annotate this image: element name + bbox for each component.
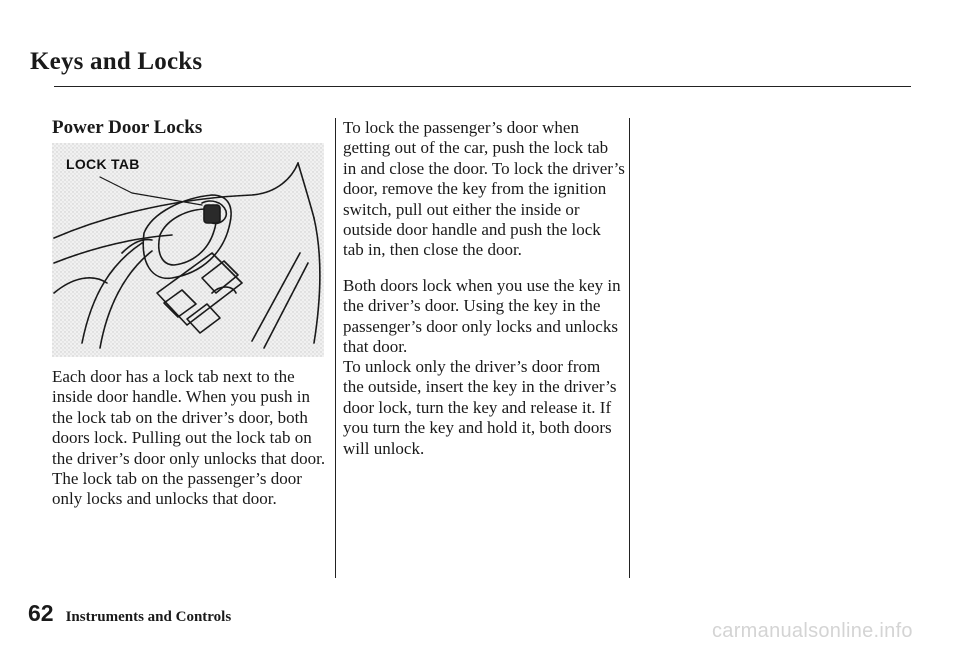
col2-paragraph-1: To lock the passenger’s door when getting out of the car, push the lock tab in and close the door. To lock the driver’s door, remove the key from the ignition switch, pull out either the inside or outside door handle and push the lock tab in, then close the door. — [343, 118, 625, 260]
col2-paragraph-3: To unlock only the driver’s door from the outside, insert the key in the driver’s door lock, turn the key and release it. If you turn the key and hold it, both doors will unlock. — [343, 357, 617, 458]
section-heading: Power Door Locks — [52, 117, 203, 138]
watermark: carmanualsonline.info — [712, 620, 913, 642]
page-number: 62 — [28, 600, 54, 626]
column-divider-left — [335, 118, 336, 578]
footer-section-title: Instruments and Controls — [65, 609, 232, 625]
title-rule — [54, 86, 911, 87]
column-divider-right — [629, 118, 630, 578]
lock-tab-label: LOCK TAB — [66, 156, 140, 172]
col1-paragraph: Each door has a lock tab next to the inside door handle. When you push in the lock tab on the driver’s door, both doors lock. Pulling out the lock tab on the driver’s door only unlocks that door. The lock tab on the passenger’s door only locks and unlocks that door. — [52, 367, 326, 509]
page-title: Keys and Locks — [30, 48, 203, 75]
col2-paragraph-2: Both doors lock when you use the key in the driver’s door. Using the key in the passenger’s door only locks and unlocks that door. — [343, 276, 621, 357]
page-footer — [28, 600, 231, 627]
door-lock-illustration — [52, 143, 324, 357]
